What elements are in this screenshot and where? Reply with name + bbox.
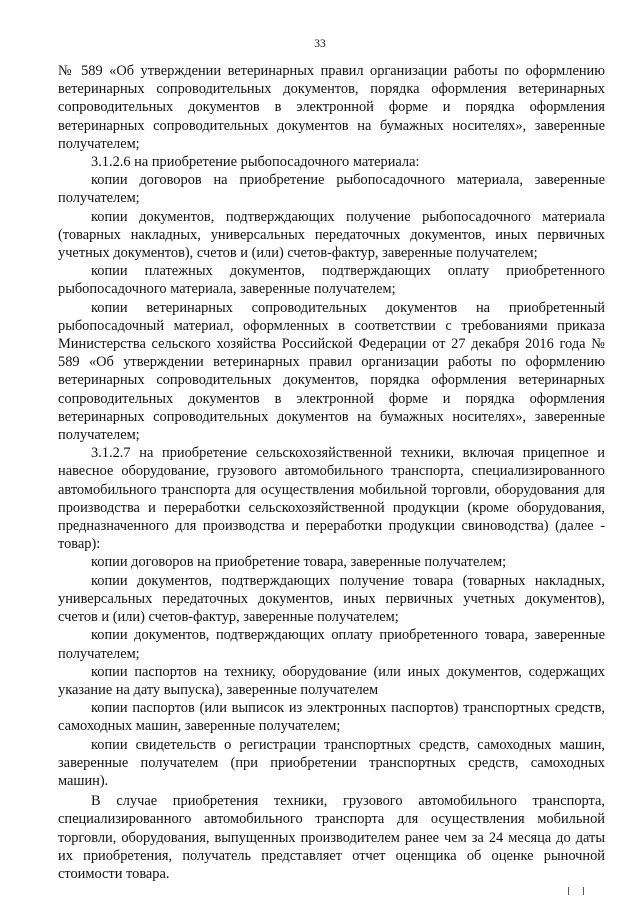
page-number: 33 <box>314 38 326 50</box>
list-item: копии свидетельств о регистрации транспортных средств, самоходных машин, заверенные получателем (при приобретении транспортных средств, самоходных машин). <box>58 736 605 789</box>
list-item: копии документов, подтверждающих получение рыбопосадочного материала (товарных накладных, универсальных передаточных документов, иных первичных учетных документов), счетов и (или) счетов-фактур, заверенные получателем; <box>58 208 605 262</box>
list-item: копии документов, подтверждающих получение товара (товарных накладных, универсальных передаточных документов, иных первичных учетных документов), счетов и (или) счетов-фактур, заверенные получателем; <box>58 572 605 626</box>
scan-mark <box>583 887 584 895</box>
list-item: копии документов, подтверждающих оплату приобретенного товара, заверенные получателем; <box>58 627 605 662</box>
section-heading-3-1-2-7: 3.1.2.7 на приобретение сельскохозяйственной техники, включая прицепное и навесное оборудование, грузового автомобильного транспорта, специализированного автомобильного транспорта для осуществления мобильной торговли, оборудования для производства и переработки сельскохозяйственной продукции (кроме оборудования, предназначенного для производства и переработки продукции свиноводства) (далее - товар): <box>58 445 605 553</box>
paragraph-continuation: № 589 «Об утверждении ветеринарных правил организации работы по оформлению ветеринарных сопроводительных документов, порядка оформления ветеринарных сопроводительных документов в электронной форме и порядка оформления ветеринарных сопроводительных документов на бумажных носителях», заверенные получателем; <box>58 63 605 152</box>
closing-paragraph: В случае приобретения техники, грузового автомобильного транспорта, специализированного автомобильного транспорта для осуществления мобильной торговли, оборудования, выпущенных производителем ранее чем за 24 месяца до даты их приобретения, получатель представляет отчет оценщика об оценке рыночной стоимости товара. <box>58 793 605 882</box>
list-item: копии паспортов на технику, оборудование (или иных документов, содержащих указание на дату выпуска), заверенные получателем <box>58 663 605 698</box>
list-item: копии паспортов (или выписок из электронных паспортов) транспортных средств, самоходных машин, заверенные получателем; <box>58 700 605 735</box>
list-item: копии договоров на приобретение рыбопосадочного материала, заверенные получателем; <box>58 172 605 207</box>
list-item: копии договоров на приобретение товара, заверенные получателем; <box>91 554 507 571</box>
scan-mark <box>568 887 569 895</box>
list-item: копии ветеринарных сопроводительных документов на приобретенный рыбопосадочный материал, оформленных в соответствии с требованиями приказа Министерства сельского хозяйства Российской Федерации от 27 декабря 2016 года № 589 «Об утверждении ветеринарных правил организации работы по оформлению ветеринарных сопроводительных документов, порядка оформления ветеринарных сопроводительных документов в электронной форме и порядка оформления ветеринарных сопроводительных документов на бумажных носителях», заверенные получателем; <box>58 299 605 444</box>
list-item: копии платежных документов, подтверждающих оплату приобретенного рыбопосадочного материала, заверенные получателем; <box>58 263 605 298</box>
document-body <box>58 62 605 883</box>
section-heading-3-1-2-6: 3.1.2.6 на приобретение рыбопосадочного материала: <box>91 154 420 171</box>
